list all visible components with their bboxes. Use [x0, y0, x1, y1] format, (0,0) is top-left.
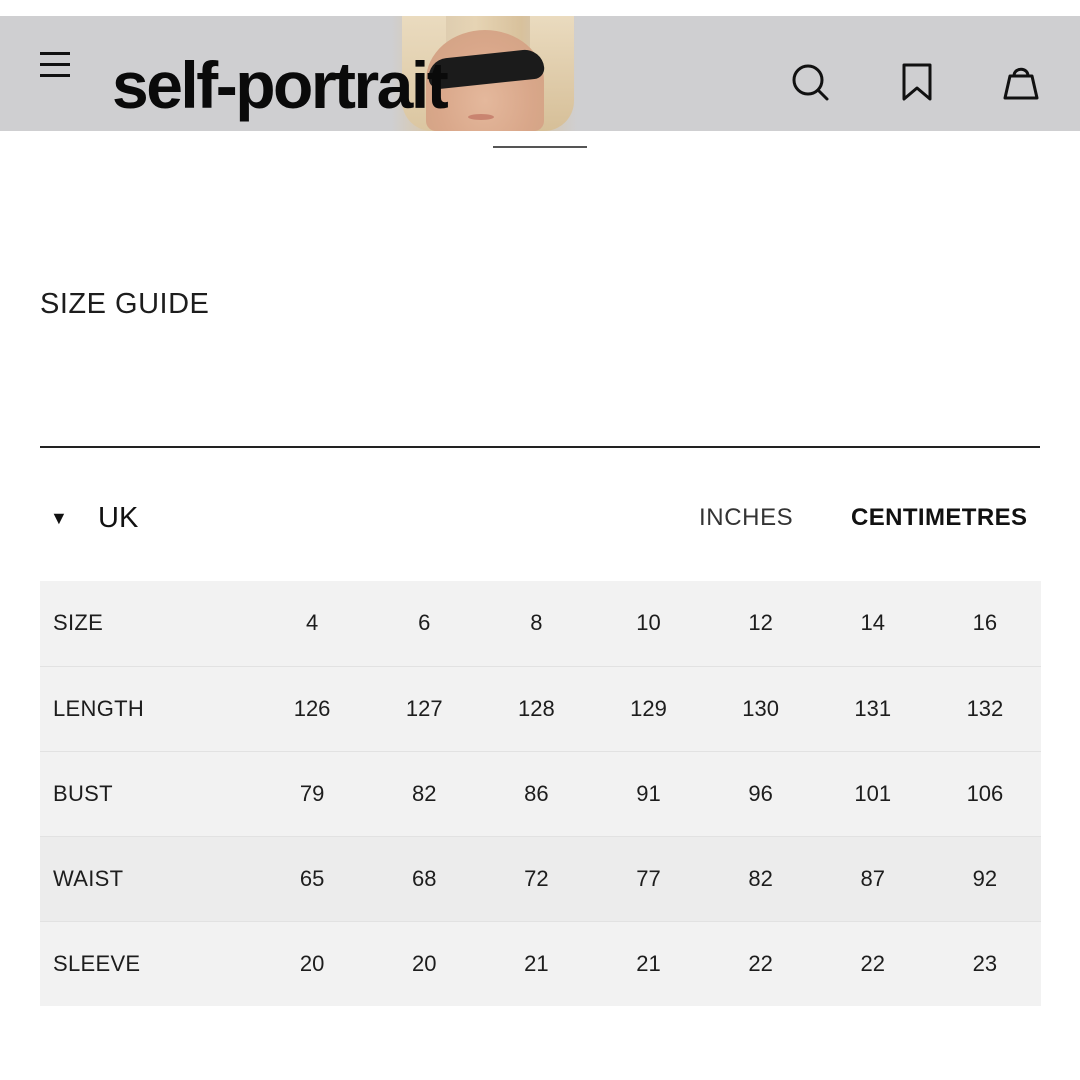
table-cell: 106: [929, 751, 1041, 836]
table-cell: 128: [480, 666, 592, 751]
size-table: [40, 581, 1041, 1006]
site-header: [0, 16, 1080, 131]
table-row-label: WAIST: [40, 836, 256, 921]
table-cell: 86: [480, 751, 592, 836]
table-cell: 91: [592, 751, 704, 836]
table-cell: 22: [705, 921, 817, 1006]
table-row-label: SIZE: [53, 610, 104, 636]
table-cell: 129: [592, 666, 704, 751]
table-cell: 131: [817, 666, 929, 751]
table-cell: 79: [256, 751, 368, 836]
table-cell: 65: [256, 836, 368, 921]
bookmark-icon[interactable]: [897, 62, 937, 102]
table-row: [40, 581, 1041, 666]
table-cell: 87: [817, 836, 929, 921]
table-row: [40, 751, 1041, 836]
table-cell: 77: [592, 836, 704, 921]
table-row-label: BUST: [40, 751, 256, 836]
hamburger-menu-icon[interactable]: [40, 52, 70, 78]
table-cell: 4: [305, 610, 319, 636]
table-cell: 127: [368, 666, 480, 751]
table-cell: 12: [748, 610, 773, 636]
region-label: UK: [98, 502, 139, 534]
unit-toggle-inches[interactable]: INCHES: [699, 504, 794, 531]
fit-description-text: [40, 1058, 1040, 1080]
hero-image-lips: [468, 114, 494, 120]
table-cell: 82: [705, 836, 817, 921]
region-dropdown[interactable]: [50, 500, 138, 536]
table-cell: 72: [480, 836, 592, 921]
table-row-label: LENGTH: [40, 666, 256, 751]
table-cell: 21: [480, 921, 592, 1006]
table-row: [40, 836, 1041, 921]
shopping-bag-icon[interactable]: [1001, 62, 1041, 102]
table-cell: 23: [929, 921, 1041, 1006]
table-cell: 20: [256, 921, 368, 1006]
table-cell: 14: [860, 610, 886, 636]
page-title: SIZE GUIDE: [40, 288, 210, 320]
table-cell: 96: [705, 751, 817, 836]
search-icon[interactable]: [790, 62, 830, 102]
unit-toggle-centimetres[interactable]: CENTIMETRES: [851, 504, 1028, 531]
table-cell: 92: [929, 836, 1041, 921]
brand-logo[interactable]: self-portrait: [112, 48, 447, 122]
section-divider: [40, 446, 1040, 448]
table-cell: 82: [368, 751, 480, 836]
table-cell: 10: [636, 610, 661, 636]
table-cell: 132: [929, 666, 1041, 751]
carousel-indicator: [493, 146, 587, 148]
table-cell: 130: [705, 666, 817, 751]
table-row: [40, 921, 1041, 1006]
table-cell: 101: [817, 751, 929, 836]
table-cell: 20: [368, 921, 480, 1006]
table-cell: 6: [418, 610, 431, 636]
table-cell: 126: [256, 666, 368, 751]
table-cell: 22: [817, 921, 929, 1006]
table-row-label: SLEEVE: [40, 921, 256, 1006]
table-row: [40, 666, 1041, 751]
table-cell: 16: [972, 610, 998, 636]
table-cell: 21: [592, 921, 704, 1006]
table-cell: 68: [368, 836, 480, 921]
top-strip: [0, 0, 1080, 16]
table-cell: 8: [530, 610, 543, 636]
caret-down-icon: ▼: [50, 508, 68, 528]
